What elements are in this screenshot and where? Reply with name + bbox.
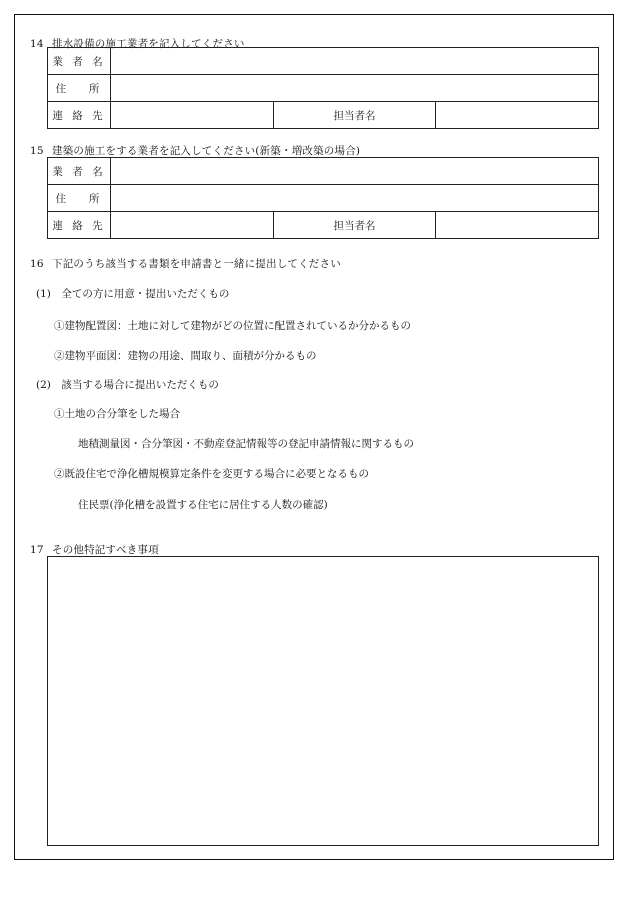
address-field[interactable] [111, 75, 599, 102]
section-14-title: 排水設備の施工業者を記入してください [52, 38, 245, 50]
group-2-item-1-detail: 地積測量図・合分筆図・不動産登記情報等の登記申請情報に関するもの [78, 438, 414, 450]
group-1-item-2: ②建物平面図：建物の用途、間取り、面積が分かるもの [54, 350, 317, 362]
contact-label: 連 絡 先 [48, 212, 111, 239]
contact-field[interactable] [111, 212, 274, 239]
person-field[interactable] [436, 212, 599, 239]
group-1-item-1: ①建物配置図：土地に対して建物がどの位置に配置されているか分かるもの [54, 320, 411, 332]
notes-textarea[interactable] [47, 556, 599, 846]
section-17-heading [30, 542, 159, 557]
section-17-number: 17 [30, 544, 44, 556]
section-14-table [47, 47, 599, 129]
person-label: 担当者名 [273, 212, 436, 239]
contact-label: 連 絡 先 [48, 102, 111, 129]
table-row [48, 102, 599, 129]
table-row [48, 75, 599, 102]
group-1-label: (1) 全ての方に用意・提出いただくもの [36, 288, 230, 300]
section-16-number: 16 [30, 258, 44, 270]
section-15-heading [30, 143, 360, 158]
company-label: 業 者 名 [48, 48, 111, 75]
table-row [48, 212, 599, 239]
contact-field[interactable] [111, 102, 274, 129]
section-16-title: 下記のうち該当する書類を申請書と一緒に提出してください [52, 258, 341, 270]
person-field[interactable] [436, 102, 599, 129]
address-label: 住 所 [48, 75, 111, 102]
section-15-number: 15 [30, 145, 44, 157]
table-row [48, 185, 599, 212]
section-16-heading [30, 256, 341, 271]
person-label: 担当者名 [273, 102, 436, 129]
table-row [48, 48, 599, 75]
section-17-title: その他特記すべき事項 [52, 544, 159, 556]
group-2-item-1: ①土地の合分筆をした場合 [54, 408, 180, 420]
section-15-table [47, 157, 599, 239]
table-row [48, 158, 599, 185]
group-2-label: (2) 該当する場合に提出いただくもの [36, 379, 219, 391]
group-2-item-2: ②既設住宅で浄化槽規模算定条件を変更する場合に必要となるもの [54, 468, 369, 480]
company-field[interactable] [111, 158, 599, 185]
section-15-title: 建築の施工をする業者を記入してください(新築・増改築の場合) [52, 145, 361, 157]
group-2-item-2-detail: 住民票(浄化槽を設置する住宅に居住する人数の確認) [78, 499, 328, 511]
section-14-number: 14 [30, 38, 44, 50]
address-field[interactable] [111, 185, 599, 212]
company-label: 業 者 名 [48, 158, 111, 185]
address-label: 住 所 [48, 185, 111, 212]
company-field[interactable] [111, 48, 599, 75]
